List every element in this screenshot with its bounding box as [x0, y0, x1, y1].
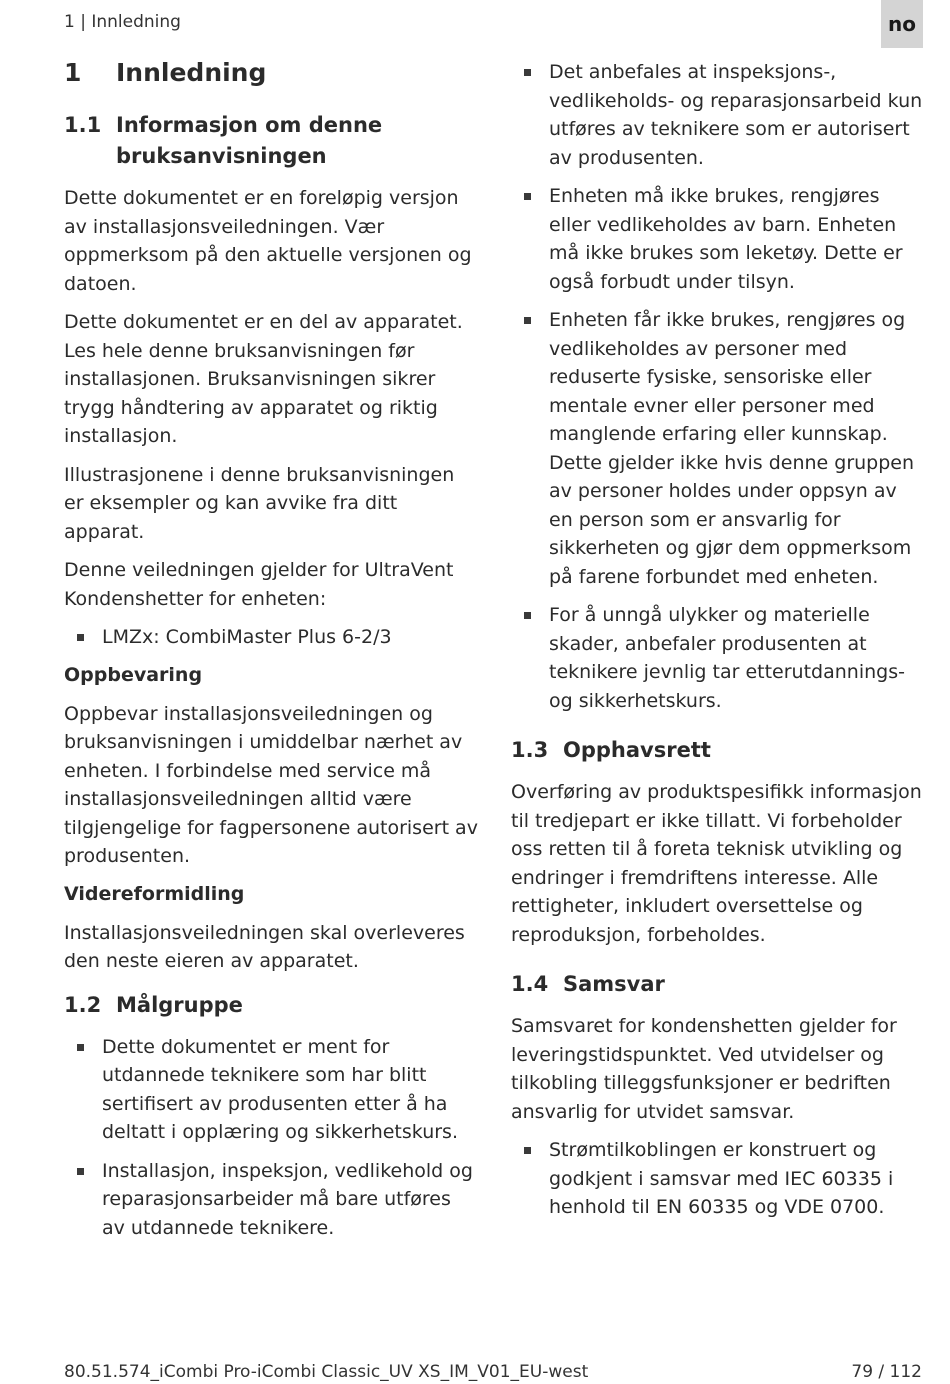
paragraph: Dette dokumentet er en foreløpig versjon av installasjonsveiledningen. Vær oppmerksom på den aktuelle versjonen og datoen. — [64, 187, 472, 295]
list-item: Enheten må ikke brukes, rengjøres eller vedlikeholdes av barn. Enheten må ikke brukes som leketøy. Dette er også forbudt under tilsyn. — [511, 182, 923, 296]
paragraph: Oppbevar installasjonsveiledningen og bruksanvisningen i umiddelbar nærhet av enheten. I forbindelse med service må installasjonsveiledningen alltid være tilgjengelige for fagpersonene autorisert av produsenten. — [64, 702, 478, 867]
paragraph: Overføring av produktspesifikk informasjon til tredjepart er ikke tillatt. Vi forbeholder oss retten til å foreta teknisk utvikling og endringer i fremdriftens interesse. Alle rettigheter, inkludert oversettelse og reproduksjon, forbeholdes. — [511, 781, 922, 946]
list-item: For å unngå ulykker og materielle skader, anbefaler produsenten at teknikere jevnlig tar etterutdannings- og sikkerhetskurs. — [511, 601, 923, 715]
list-item: Dette dokumentet er ment for utdannede teknikere som har blitt sertifisert av produsenten etter å ha deltatt i opplæring og sikkerhetskurs. — [64, 1033, 478, 1147]
section-heading-1-3 — [511, 735, 923, 766]
device-list — [64, 623, 478, 652]
chapter-heading — [64, 58, 478, 88]
section-heading-1-1 — [64, 110, 478, 172]
language-badge: no — [881, 0, 923, 48]
list-item: Enheten får ikke brukes, rengjøres og vedlikeholdes av personer med reduserte fysiske, sensoriske eller mentale evner eller personer med manglende erfaring eller kunnskap. Dette gjelder ikke hvis denne gruppen av personer holdes under oppsyn av en person som er ansvarlig for sikkerheten og gjør dem oppmerksom på farene forbundet med enheten. — [511, 306, 923, 591]
list-item: Strømtilkoblingen er konstruert og godkjent i samsvar med IEC 60335 i henhold til EN 60335 og VDE 0700. — [511, 1136, 923, 1222]
list-item: LMZx: CombiMaster Plus 6-2/3 — [64, 623, 478, 652]
list-item: Installasjon, inspeksjon, vedlikehold og reparasjonsarbeider må bare utføres av utdannede teknikere. — [64, 1157, 478, 1243]
target-group-list-continued — [511, 58, 923, 715]
section-title: Opphavsrett — [563, 738, 711, 762]
paragraph: Samsvaret for kondenshetten gjelder for leveringstidspunktet. Ved utvidelser og tilkobling tilleggsfunksjoner er bedriften ansvarlig for utvidet samsvar. — [511, 1015, 897, 1123]
paragraph: Illustrasjonene i denne bruksanvisningen er eksempler og kan avvike fra ditt apparat. — [64, 463, 455, 543]
chapter-number: 1 — [64, 58, 82, 87]
right-column — [511, 52, 923, 1232]
running-header: 1 | Innledning — [64, 12, 181, 32]
conformity-list — [511, 1136, 923, 1222]
section-number: 1.1 — [64, 113, 102, 137]
section-title: Informasjon om denne bruksanvisningen — [116, 113, 383, 168]
section-number: 1.2 — [64, 992, 102, 1017]
left-column — [64, 52, 478, 1252]
section-heading-1-4 — [511, 969, 923, 1000]
section-number: 1.3 — [511, 738, 549, 762]
chapter-title: Innledning — [116, 58, 267, 87]
section-number: 1.4 — [511, 972, 549, 996]
footer-page-number: 79 / 112 — [851, 1362, 922, 1382]
section-title: Samsvar — [563, 972, 665, 996]
section-heading-1-2 — [64, 990, 478, 1021]
subheading-transfer: Videreformidling — [64, 882, 245, 905]
list-item: Det anbefales at inspeksjons-, vedlikeholds- og reparasjonsarbeid kun utføres av teknikere som er autorisert av produsenten. — [511, 58, 923, 172]
paragraph: Denne veiledningen gjelder for UltraVent Kondenshetter for enheten: — [64, 559, 454, 610]
subheading-storage: Oppbevaring — [64, 663, 203, 686]
section-title: Målgruppe — [116, 992, 243, 1017]
footer-document-id: 80.51.574_iCombi Pro-iCombi Classic_UV XS_IM_V01_EU-west — [64, 1362, 589, 1382]
target-group-list — [64, 1033, 478, 1243]
paragraph: Dette dokumentet er en del av apparatet. Les hele denne bruksanvisningen før installasjonen. Bruksanvisningen sikrer trygg håndtering av apparatet og riktig installasjon. — [64, 311, 463, 447]
paragraph: Installasjonsveiledningen skal overleveres den neste eieren av apparatet. — [64, 921, 465, 972]
